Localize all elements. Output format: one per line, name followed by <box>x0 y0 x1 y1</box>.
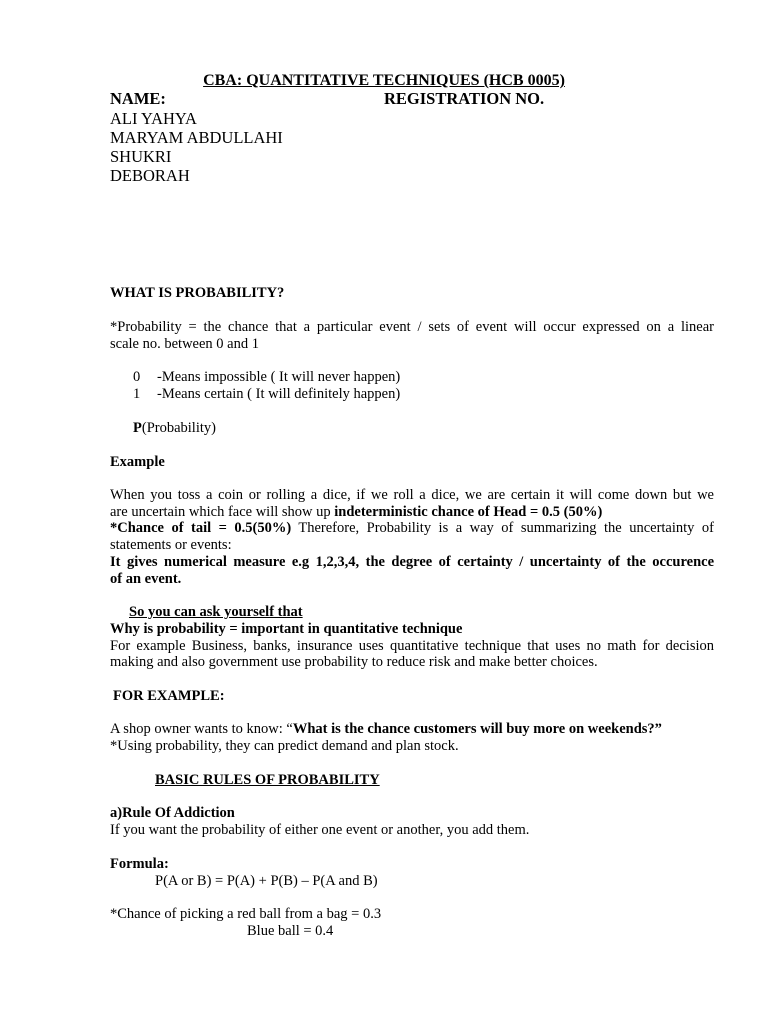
ask-heading: So you can ask yourself that <box>129 604 303 620</box>
p-meaning: (Probability) <box>141 420 216 436</box>
example-bold-line: of an event. <box>110 571 182 587</box>
formula: P(A or B) = P(A) + P(B) – P(A and B) <box>155 873 378 889</box>
blue-ball-line: Blue ball = 0.4 <box>247 923 334 939</box>
example-bold-text: *Chance of tail = 0.5(50%) <box>110 520 292 536</box>
example-bold-text: indeterministic chance of Head = 0.5 (50%) <box>334 504 603 520</box>
rule-a-text: If you want the probability of either one event or another, you add them. <box>110 822 530 838</box>
student-name: MARYAM ABDULLAHI <box>110 128 283 147</box>
example-heading: Example <box>110 454 165 470</box>
shop-owner-question: What is the chance customers will buy more on weekends?” <box>292 721 662 737</box>
example-line: statements or events: <box>110 537 232 553</box>
section-heading-probability: WHAT IS PROBABILITY? <box>110 285 285 301</box>
student-name: SHUKRI <box>110 147 172 166</box>
shop-owner-text: A shop owner wants to know: “ <box>110 721 293 737</box>
student-name: DEBORAH <box>110 166 190 185</box>
scale-text: -Means certain ( It will definitely happen) <box>157 386 401 402</box>
p-symbol: P <box>133 420 142 436</box>
scale-number: 0 <box>133 369 141 385</box>
scale-number: 1 <box>133 386 141 402</box>
importance-line: For example Business, banks, insurance uses quantitative technique that uses no math for decision <box>110 638 714 654</box>
importance-line: making and also government use probability to reduce risk and make better choices. <box>110 654 598 670</box>
example-line: When you toss a coin or rolling a dice, if we roll a dice, we are certain it will come down but we <box>110 487 714 503</box>
formula-label: Formula: <box>110 856 169 872</box>
shop-owner-line <box>110 721 662 738</box>
example-text: are uncertain which face will show up <box>110 504 335 520</box>
name-label: NAME: <box>110 89 166 108</box>
student-name: ALI YAHYA <box>110 109 197 128</box>
registration-label: REGISTRATION NO. <box>384 89 545 108</box>
definition-line: scale no. between 0 and 1 <box>110 336 259 352</box>
scale-text: -Means impossible ( It will never happen) <box>157 369 401 385</box>
definition-line: *Probability = the chance that a particular event / sets of event will occur expressed on a linear <box>110 319 714 335</box>
rule-a-heading: a)Rule Of Addiction <box>110 805 235 821</box>
p-notation <box>133 420 216 437</box>
prediction-line: *Using probability, they can predict demand and plan stock. <box>110 738 459 754</box>
document-title: CBA: QUANTITATIVE TECHNIQUES (HCB 0005) <box>203 72 565 89</box>
example-line <box>110 520 714 537</box>
rules-heading: BASIC RULES OF PROBABILITY <box>155 772 380 788</box>
example-text: Therefore, Probability is a way of summarizing the uncertainty of <box>291 520 714 536</box>
red-ball-line: *Chance of picking a red ball from a bag = 0.3 <box>110 906 382 922</box>
example-bold-line: It gives numerical measure e.g 1,2,3,4, the degree of certainty / uncertainty of the occurence <box>110 554 714 570</box>
importance-question: Why is probability = important in quantitative technique <box>110 621 463 637</box>
example-line <box>110 504 602 521</box>
for-example-heading: FOR EXAMPLE: <box>113 688 225 704</box>
